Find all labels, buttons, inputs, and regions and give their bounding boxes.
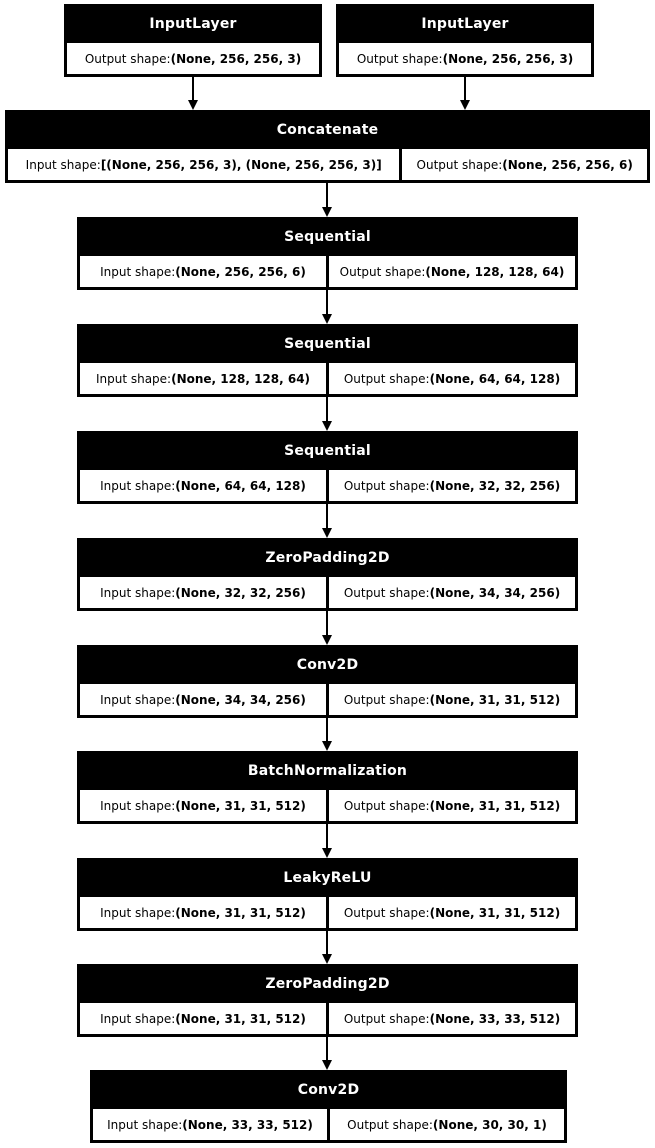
flow-arrow	[326, 718, 328, 741]
layer-name: Sequential	[284, 442, 371, 459]
output-shape-cell	[329, 256, 575, 287]
shape-label: Input shape:	[100, 478, 176, 493]
flow-arrow	[326, 824, 328, 848]
shape-value: (None, 32, 32, 256)	[429, 478, 561, 493]
node-leakyrelu	[77, 858, 578, 931]
shape-label: Input shape:	[107, 1117, 183, 1132]
shape-label: Input shape:	[100, 692, 176, 707]
layer-name: InputLayer	[149, 15, 237, 32]
shape-label: Input shape:	[95, 371, 172, 386]
shape-label: Output shape:	[339, 264, 426, 279]
output-shape-cell	[329, 363, 575, 394]
output-shape-cell	[329, 897, 575, 928]
shape-value: (None, 31, 31, 512)	[175, 1011, 306, 1026]
shape-value: (None, 33, 33, 512)	[429, 1011, 561, 1026]
node-sequential-1	[77, 217, 578, 290]
node-conv2d-1	[77, 645, 578, 718]
shape-value: (None, 31, 31, 512)	[175, 905, 306, 920]
shape-value: (None, 64, 64, 128)	[175, 478, 306, 493]
output-shape-cell	[330, 1109, 564, 1140]
shape-label: Input shape:	[25, 157, 101, 172]
shape-label: Input shape:	[100, 585, 176, 600]
input-shape-cell	[80, 897, 326, 928]
shape-value: (None, 256, 256, 6)	[175, 264, 306, 279]
output-shape-cell	[329, 577, 575, 608]
layer-name: ZeroPadding2D	[265, 975, 390, 992]
shape-label: Output shape:	[343, 371, 430, 386]
layer-name: InputLayer	[421, 15, 509, 32]
node-sequential-2	[77, 324, 578, 397]
shape-label: Input shape:	[100, 1011, 176, 1026]
shape-value: (None, 34, 34, 256)	[175, 692, 306, 707]
node-zeropadding2d-1	[77, 538, 578, 611]
layer-name: Conv2D	[296, 656, 359, 673]
output-shape-cell	[329, 1003, 575, 1034]
shape-label: Output shape:	[343, 692, 430, 707]
input-shape-cell	[80, 256, 326, 287]
input-shape-cell	[80, 363, 326, 394]
input-shape-cell	[80, 684, 326, 715]
flow-arrow	[326, 611, 328, 635]
shape-label: Output shape:	[343, 585, 430, 600]
input-shape-cell	[80, 470, 326, 501]
shape-label: Output shape:	[356, 51, 443, 66]
shape-label: Input shape:	[100, 798, 176, 813]
shape-value: [(None, 256, 256, 3), (None, 256, 256, 3)]	[100, 157, 382, 172]
shape-value: (None, 128, 128, 64)	[425, 264, 565, 279]
flow-arrow	[326, 290, 328, 314]
shape-value: (None, 31, 31, 512)	[429, 798, 561, 813]
node-concatenate	[5, 110, 650, 183]
output-shape-cell	[329, 470, 575, 501]
input-shape-cell	[80, 577, 326, 608]
flow-arrow	[326, 504, 328, 528]
shape-label: Output shape:	[343, 1011, 430, 1026]
input-shape-cell	[80, 1003, 326, 1034]
layer-name: Sequential	[284, 228, 371, 245]
shape-value: (None, 256, 256, 6)	[502, 157, 633, 172]
shape-value: (None, 33, 33, 512)	[182, 1117, 313, 1132]
flow-arrow	[192, 77, 194, 100]
shape-value: (None, 32, 32, 256)	[175, 585, 306, 600]
flow-arrow	[464, 77, 466, 100]
layer-name: LeakyReLU	[283, 869, 372, 886]
layer-name: ZeroPadding2D	[265, 549, 390, 566]
layer-name: Concatenate	[276, 121, 379, 138]
input-shape-cell	[8, 149, 399, 180]
shape-value: (None, 30, 30, 1)	[432, 1117, 547, 1132]
shape-value: (None, 31, 31, 512)	[429, 692, 561, 707]
flow-arrow	[326, 1037, 328, 1060]
shape-value: (None, 31, 31, 512)	[175, 798, 306, 813]
shape-label: Output shape:	[84, 51, 171, 66]
output-shape-cell	[402, 149, 647, 180]
input-shape-cell	[80, 790, 326, 821]
node-sequential-3	[77, 431, 578, 504]
shape-value: (None, 64, 64, 128)	[429, 371, 561, 386]
node-conv2d-2	[90, 1070, 567, 1143]
shape-value: (None, 256, 256, 3)	[442, 51, 574, 66]
shape-label: Output shape:	[343, 798, 430, 813]
output-shape-cell	[329, 790, 575, 821]
node-zeropadding2d-2	[77, 964, 578, 1037]
shape-label: Input shape:	[100, 905, 176, 920]
shape-label: Output shape:	[343, 478, 430, 493]
output-shape-cell	[67, 43, 319, 74]
flow-arrow	[326, 397, 328, 421]
shape-value: (None, 31, 31, 512)	[429, 905, 561, 920]
output-shape-cell	[339, 43, 591, 74]
shape-label: Output shape:	[347, 1117, 433, 1132]
shape-label: Output shape:	[343, 905, 430, 920]
node-inputlayer-1	[64, 4, 322, 77]
shape-value: (None, 34, 34, 256)	[429, 585, 561, 600]
flow-arrow	[326, 183, 328, 207]
node-batchnormalization	[77, 751, 578, 824]
shape-label: Output shape:	[416, 157, 503, 172]
shape-label: Input shape:	[100, 264, 176, 279]
input-shape-cell	[93, 1109, 327, 1140]
output-shape-cell	[329, 684, 575, 715]
layer-name: BatchNormalization	[247, 762, 408, 779]
flow-arrow	[326, 931, 328, 954]
shape-value: (None, 256, 256, 3)	[170, 51, 302, 66]
layer-name: Sequential	[284, 335, 371, 352]
shape-value: (None, 128, 128, 64)	[171, 371, 311, 386]
node-inputlayer-2	[336, 4, 594, 77]
layer-name: Conv2D	[297, 1081, 360, 1098]
